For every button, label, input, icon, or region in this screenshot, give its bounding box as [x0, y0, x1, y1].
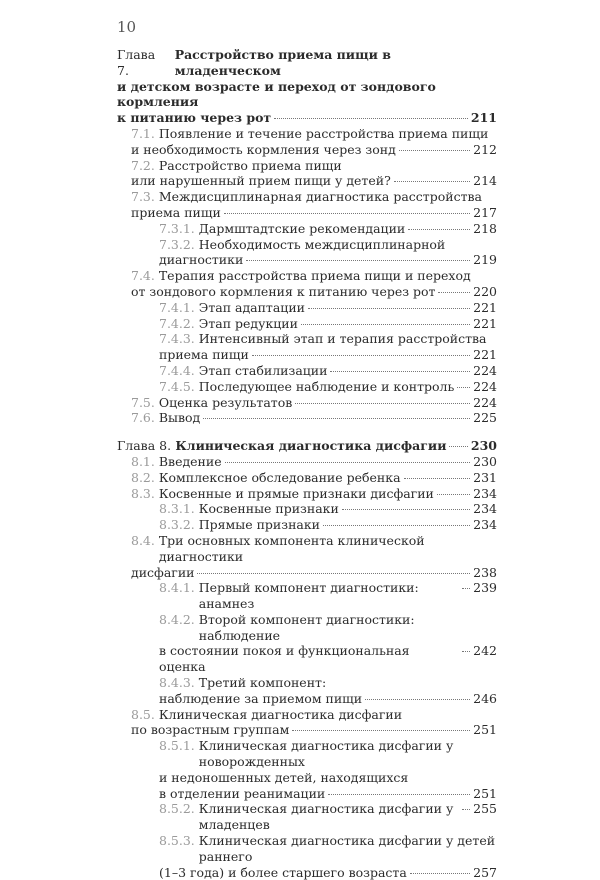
- toc-section-entry[interactable]: [117, 454, 497, 470]
- toc-title: Три основных компонента клинической диагностики: [158, 532, 425, 564]
- toc-title: Оценка результатов: [158, 394, 293, 410]
- toc-number: 8.1.: [131, 453, 155, 469]
- dot-leader: [225, 462, 471, 463]
- toc-page-number: 219: [473, 252, 497, 268]
- toc-page-number: 246: [473, 690, 497, 706]
- toc-subsection-entry[interactable]: [117, 738, 497, 801]
- toc-title: Этап адаптации: [198, 299, 306, 315]
- toc-subsection-entry[interactable]: [117, 501, 497, 517]
- toc-title: Прямые признаки: [198, 517, 321, 533]
- toc-section-entry[interactable]: [117, 410, 497, 426]
- toc-number: 8.5.2.: [159, 801, 195, 817]
- dot-leader: [252, 355, 470, 356]
- toc-page-number: 224: [473, 378, 497, 394]
- toc-page-number: 220: [473, 283, 497, 299]
- toc-number: 8.4.3.: [159, 675, 195, 691]
- table-of-contents: [117, 47, 497, 880]
- toc-title: Этап редукции: [198, 315, 298, 331]
- toc-title: Косвенные и прямые признаки дисфагии: [158, 485, 434, 501]
- dot-leader: [224, 213, 470, 214]
- toc-number: 8.3.2.: [159, 517, 195, 533]
- toc-number: 7.2.: [131, 157, 155, 173]
- dot-leader: [457, 387, 470, 388]
- toc-section-entry[interactable]: [117, 158, 497, 190]
- toc-subsection-entry[interactable]: [117, 363, 497, 379]
- toc-title: Появление и течение расстройства приема пищи: [158, 125, 489, 141]
- toc-title: Расстройство приема пищи в младенческом: [174, 47, 391, 78]
- toc-subsection-entry[interactable]: [117, 517, 497, 533]
- toc-title: Расстройство приема пищи: [158, 157, 342, 173]
- toc-number: Глава 8.: [117, 438, 172, 454]
- dot-leader: [323, 525, 470, 526]
- toc-subsection-entry[interactable]: [117, 300, 497, 316]
- toc-subsection-entry[interactable]: [117, 675, 497, 707]
- toc-title: и детском возрасте и переход от зондового кормления: [117, 78, 436, 110]
- toc-title: Клиническая диагностика дисфагии у новорожденных: [198, 738, 454, 770]
- toc-title: Косвенные признаки: [198, 501, 339, 517]
- toc-number: 7.4.1.: [159, 299, 195, 315]
- toc-title: Последующее наблюдение и контроль: [198, 378, 455, 394]
- toc-page-number: 257: [473, 864, 497, 880]
- toc-section-entry[interactable]: [117, 533, 497, 580]
- toc-subsection-entry[interactable]: [117, 833, 497, 880]
- toc-title: приема пищи: [159, 347, 249, 363]
- toc-page-number: 231: [473, 469, 497, 485]
- toc-subsection-entry[interactable]: [117, 331, 497, 363]
- toc-number: 7.5.: [131, 394, 155, 410]
- toc-section-entry[interactable]: [117, 395, 497, 411]
- toc-title: Второй компонент диагностики: наблюдение: [198, 611, 415, 643]
- toc-title: Этап стабилизации: [198, 362, 328, 378]
- toc-number: 7.6.: [131, 410, 155, 426]
- dot-leader: [301, 324, 470, 325]
- toc-number: 7.4.2.: [159, 315, 195, 331]
- toc-number: 8.3.1.: [159, 501, 195, 517]
- toc-number: 8.4.: [131, 532, 155, 548]
- toc-page-number: 224: [473, 362, 497, 378]
- toc-title: Комплексное обследование ребенка: [158, 469, 401, 485]
- toc-page-number: 221: [473, 347, 497, 363]
- toc-number: 7.3.2.: [159, 236, 195, 252]
- toc-number: Глава 7.: [117, 47, 156, 78]
- toc-page-number: 230: [470, 438, 497, 454]
- toc-title: или нарушенный прием пищи у детей?: [131, 173, 391, 189]
- toc-page-number: 251: [473, 722, 497, 738]
- page-number: 10: [117, 18, 137, 36]
- toc-section-entry[interactable]: [117, 707, 497, 739]
- toc-title: Терапия расстройства приема пищи и переход: [158, 268, 471, 284]
- toc-title: Введение: [158, 453, 222, 469]
- toc-page-number: 234: [473, 485, 497, 501]
- toc-title: от зондового кормления к питанию через рот: [131, 283, 436, 299]
- toc-title: приема пищи: [131, 204, 221, 220]
- section-gap: [117, 426, 497, 438]
- dot-leader: [462, 809, 470, 810]
- dot-leader: [203, 418, 470, 419]
- toc-page-number: 221: [473, 315, 497, 331]
- toc-page-number: 255: [473, 801, 497, 817]
- toc-title: Клиническая диагностика дисфагии: [175, 438, 447, 454]
- toc-number: 8.4.2.: [159, 611, 195, 627]
- toc-section-entry[interactable]: [117, 470, 497, 486]
- toc-title: Дармштадтские рекомендации: [198, 220, 406, 236]
- toc-number: 7.3.1.: [159, 220, 195, 236]
- toc-page-number: 214: [473, 173, 497, 189]
- toc-number: 7.1.: [131, 125, 155, 141]
- toc-title: Клиническая диагностика дисфагии у младенцев: [198, 801, 454, 833]
- toc-title: Интенсивный этап и терапия расстройства: [198, 331, 487, 347]
- toc-page-number: 251: [473, 785, 497, 801]
- toc-title: Клиническая диагностика дисфагии у детей раннего: [198, 833, 496, 864]
- toc-section-entry[interactable]: [117, 268, 497, 300]
- toc-title: Необходимость междисциплинарной: [198, 236, 446, 252]
- toc-page-number: 242: [473, 643, 497, 659]
- toc-number: 7.4.4.: [159, 362, 195, 378]
- dot-leader: [462, 588, 470, 589]
- toc-title: Третий компонент:: [198, 675, 327, 691]
- toc-number: 8.4.1.: [159, 580, 195, 596]
- toc-title: в отделении реанимации: [159, 785, 326, 801]
- toc-title: Междисциплинарная диагностика расстройства: [158, 189, 482, 205]
- toc-chapter-entry[interactable]: [117, 438, 497, 454]
- dot-leader: [394, 181, 470, 182]
- dot-leader: [410, 873, 470, 874]
- dot-leader: [365, 699, 470, 700]
- dot-leader: [292, 730, 470, 731]
- dot-leader: [437, 494, 470, 495]
- toc-number: 8.5.3.: [159, 833, 195, 849]
- dot-leader: [328, 794, 470, 795]
- toc-title: в состоянии покоя и функциональная оценка: [159, 643, 410, 675]
- toc-chapter-entry[interactable]: [117, 47, 497, 126]
- dot-leader: [399, 150, 470, 151]
- toc-subsection-entry[interactable]: [117, 801, 497, 833]
- toc-number: 7.4.5.: [159, 378, 195, 394]
- toc-page-number: 234: [473, 517, 497, 533]
- toc-number: 7.3.: [131, 189, 155, 205]
- toc-title: Вывод: [158, 410, 201, 426]
- dot-leader: [246, 260, 470, 261]
- toc-section-entry[interactable]: [117, 189, 497, 221]
- toc-title: по возрастным группам: [131, 722, 290, 738]
- dot-leader: [197, 573, 470, 574]
- toc-number: 8.3.: [131, 485, 155, 501]
- toc-page-number: 234: [473, 501, 497, 517]
- toc-page-number: 211: [470, 110, 497, 126]
- toc-subsection-entry[interactable]: [117, 316, 497, 332]
- toc-title: и недоношенных детей, находящихся: [159, 769, 409, 785]
- toc-title: к питанию через рот: [117, 110, 272, 126]
- toc-page-number: 217: [473, 204, 497, 220]
- toc-subsection-entry[interactable]: [117, 221, 497, 237]
- dot-leader: [438, 292, 470, 293]
- toc-page-number: 239: [473, 580, 497, 596]
- toc-section-entry[interactable]: [117, 486, 497, 502]
- toc-section-entry[interactable]: [117, 126, 497, 158]
- toc-number: 8.2.: [131, 469, 155, 485]
- dot-leader: [408, 229, 470, 230]
- toc-number: 8.5.: [131, 706, 155, 722]
- dot-leader: [295, 403, 470, 404]
- toc-page-number: 224: [473, 394, 497, 410]
- toc-page-number: 221: [473, 299, 497, 315]
- toc-title: Первый компонент диагностики: анамнез: [198, 580, 419, 612]
- toc-title: Клиническая диагностика дисфагии: [158, 706, 403, 722]
- toc-subsection-entry[interactable]: [117, 379, 497, 395]
- toc-subsection-entry[interactable]: [117, 580, 497, 612]
- toc-page-number: 230: [473, 453, 497, 469]
- toc-subsection-entry[interactable]: [117, 237, 497, 269]
- dot-leader: [308, 308, 470, 309]
- toc-title: дисфагии: [131, 564, 195, 580]
- toc-title: диагностики: [159, 252, 244, 268]
- toc-page-number: 218: [473, 220, 497, 236]
- dot-leader: [462, 651, 470, 652]
- toc-page-number: 238: [473, 564, 497, 580]
- toc-subsection-entry[interactable]: [117, 612, 497, 675]
- dot-leader: [342, 509, 470, 510]
- toc-title: наблюдение за приемом пищи: [159, 690, 363, 706]
- toc-title: и необходимость кормления через зонд: [131, 141, 396, 157]
- dot-leader: [404, 478, 471, 479]
- dot-leader: [449, 446, 467, 447]
- dot-leader: [330, 371, 470, 372]
- toc-number: 7.4.: [131, 268, 155, 284]
- toc-page-number: 225: [473, 410, 497, 426]
- toc-number: 8.5.1.: [159, 738, 195, 754]
- toc-number: 7.4.3.: [159, 331, 195, 347]
- toc-page-number: 212: [473, 141, 497, 157]
- dot-leader: [274, 118, 468, 119]
- toc-title: (1–3 года) и более старшего возраста: [159, 864, 407, 880]
